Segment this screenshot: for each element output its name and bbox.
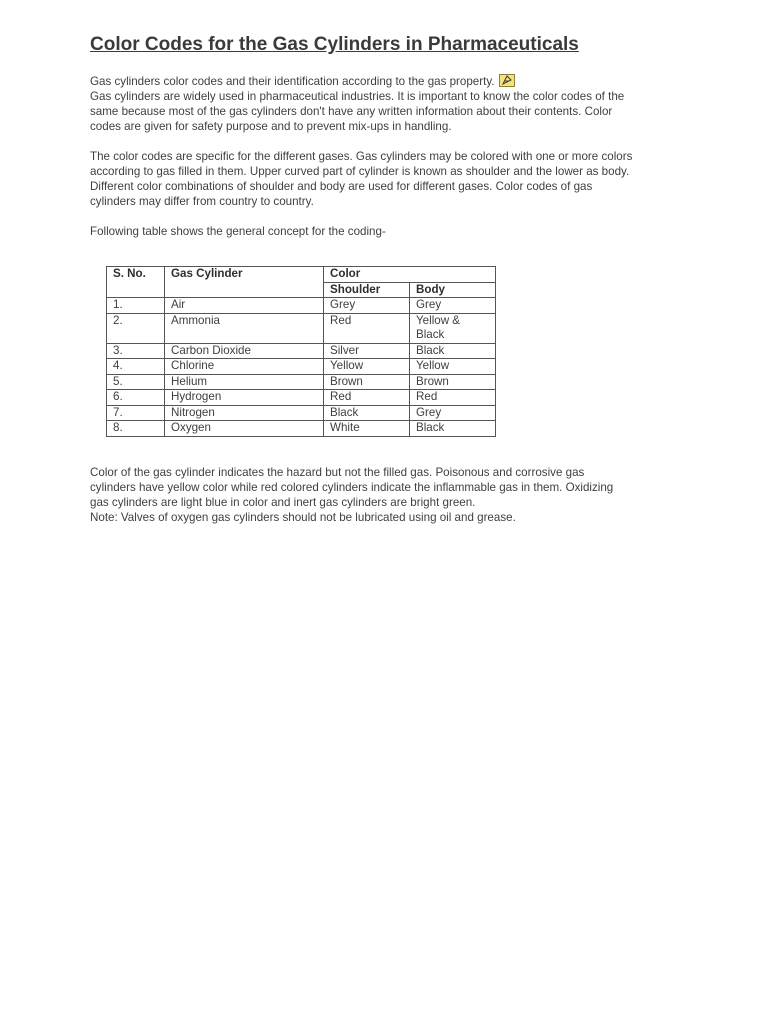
paragraph-3-line: Color of the gas cylinder indicates the hazard but not the filled gas. Poisonous and corrosive gas: [90, 465, 585, 479]
cell-shoulder: Black: [324, 405, 410, 421]
cell-shoulder: Silver: [324, 343, 410, 359]
cell-sno: 6.: [107, 390, 165, 406]
cell-body: Black: [410, 421, 496, 437]
cell-body: Grey: [410, 298, 496, 314]
paragraph-3-line: gas cylinders are light blue in color and inert gas cylinders are bright green.: [90, 495, 476, 509]
table-row: [107, 343, 496, 359]
intro-line: Gas cylinders color codes and their identification according to the gas property.: [90, 75, 495, 88]
header-shoulder: Shoulder: [324, 282, 410, 298]
cell-gas: Nitrogen: [165, 405, 324, 421]
note-line: Note: Valves of oxygen gas cylinders should not be lubricated using oil and grease.: [90, 510, 516, 524]
cell-body: Red: [410, 390, 496, 406]
cell-gas: Hydrogen: [165, 390, 324, 406]
paragraph-2-line: The color codes are specific for the different gases. Gas cylinders may be colored with one or more colors: [90, 150, 633, 163]
document-page: [90, 34, 690, 525]
cell-body: Yellow: [410, 359, 496, 375]
cell-gas: Carbon Dioxide: [165, 343, 324, 359]
note-icon[interactable]: [499, 74, 515, 87]
header-color: Color: [324, 267, 496, 283]
cell-body: Black: [410, 343, 496, 359]
cell-gas: Oxygen: [165, 421, 324, 437]
cell-gas: Ammonia: [165, 313, 324, 343]
cell-sno: 4.: [107, 359, 165, 375]
table-row: [107, 298, 496, 314]
cell-body: Brown: [410, 374, 496, 390]
paragraph-2: [90, 149, 690, 209]
cell-shoulder: Yellow: [324, 359, 410, 375]
paragraph-2-line: cylinders may differ from country to country.: [90, 195, 314, 208]
cell-sno: 7.: [107, 405, 165, 421]
paragraph-2-line: Different color combinations of shoulder and body are used for different gases. Color codes of gas: [90, 180, 593, 193]
table-intro: Following table shows the general concept for the coding-: [90, 225, 386, 238]
gas-color-table: [106, 266, 496, 437]
paragraph-1-line: Gas cylinders are widely used in pharmaceutical industries. It is important to know the color codes of the: [90, 90, 625, 103]
cell-sno: 5.: [107, 374, 165, 390]
cell-gas: Helium: [165, 374, 324, 390]
header-sno: S. No.: [107, 267, 165, 298]
cell-gas: Chlorine: [165, 359, 324, 375]
paragraph-3: [90, 465, 690, 525]
cell-shoulder: Red: [324, 313, 410, 343]
cell-shoulder: Red: [324, 390, 410, 406]
cell-sno: 8.: [107, 421, 165, 437]
cell-sno: 2.: [107, 313, 165, 343]
table-row: [107, 359, 496, 375]
header-body: Body: [410, 282, 496, 298]
cell-body-text: Yellow & Black: [416, 313, 461, 341]
cell-shoulder: Brown: [324, 374, 410, 390]
table-row: [107, 390, 496, 406]
cell-shoulder: Grey: [324, 298, 410, 314]
cell-sno: 3.: [107, 343, 165, 359]
cell-shoulder: White: [324, 421, 410, 437]
table-row: [107, 313, 496, 343]
paragraph-3-line: cylinders have yellow color while red colored cylinders indicate the inflammable gas in them. Oxidizing: [90, 480, 614, 494]
cell-gas: Air: [165, 298, 324, 314]
cell-body: Grey: [410, 405, 496, 421]
paragraph-2-line: according to gas filled in them. Upper curved part of cylinder is known as shoulder and the lower as body.: [90, 165, 630, 178]
paragraph-1-line: same because most of the gas cylinders don't have any written information about their contents. Color: [90, 105, 613, 118]
cell-sno: 1.: [107, 298, 165, 314]
header-gas-cylinder: Gas Cylinder: [165, 267, 324, 298]
cell-body: [410, 313, 496, 343]
table-row: [107, 405, 496, 421]
table-container: [106, 266, 690, 437]
page-title: Color Codes for the Gas Cylinders in Pharmaceuticals: [90, 34, 579, 55]
intro-paragraph: [90, 74, 690, 134]
table-header-row: [107, 267, 496, 283]
table-row: [107, 421, 496, 437]
table-row: [107, 374, 496, 390]
paragraph-1-line: codes are given for safety purpose and to prevent mix-ups in handling.: [90, 120, 452, 133]
